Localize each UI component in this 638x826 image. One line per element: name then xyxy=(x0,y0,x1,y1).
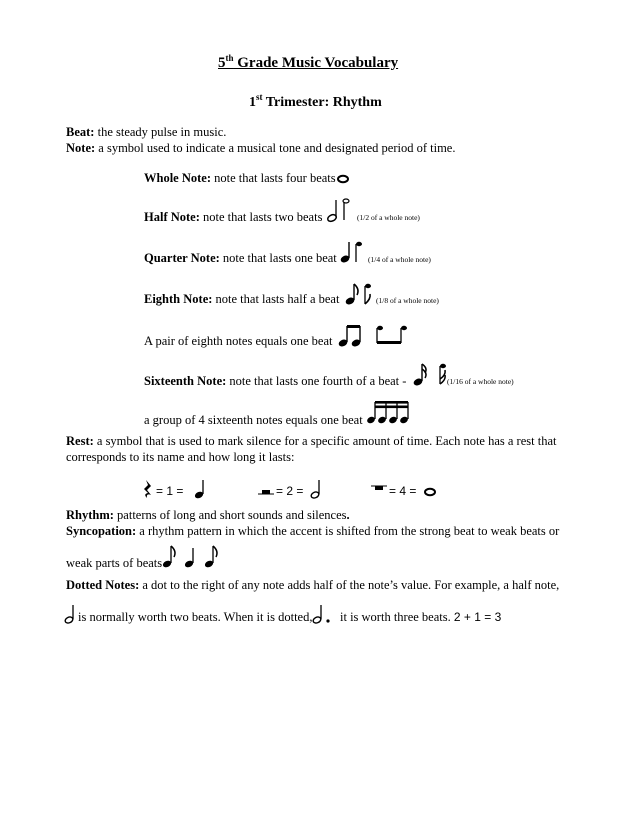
eighth-note-icon xyxy=(344,280,378,310)
dotted-half-note-icon xyxy=(312,603,334,625)
syncopation-definition-line1: Syncopation: a rhythm pattern in which the accent is shifted from the strong beat to weak beats or xyxy=(66,524,560,538)
dotted-notes-definition-line1: Dotted Notes: a dot to the right of any note adds half of the note’s value. For example, a half note, xyxy=(66,578,560,592)
quarter-rest-icon xyxy=(142,478,154,500)
whole-rest-equation: = 4 = xyxy=(389,484,417,498)
sixteenth-group-text: a group of 4 sixteenth notes equals one beat xyxy=(144,413,363,427)
beamed-sixteenth-group-icon xyxy=(366,399,414,427)
half-rest-icon xyxy=(256,484,276,498)
dotted-notes-definition-line2b: it is worth three beats. 2 + 1 = 3 xyxy=(340,610,502,624)
quarter-note-fraction: (1/4 of a whole note) xyxy=(368,255,431,264)
syncopation-definition-line2: weak parts of beats xyxy=(66,556,163,570)
eighth-pair-text: A pair of eighth notes equals one beat xyxy=(144,334,333,348)
rhythm-definition: Rhythm: patterns of long and short sounds and silences. xyxy=(66,508,350,522)
rest-definition-line1: Rest: a symbol that is used to mark silence for a specific amount of time. Each note has a rest that xyxy=(66,434,557,448)
eighth-note-definition: Eighth Note: note that lasts half a beat xyxy=(144,292,340,306)
page-subtitle: 1st Trimester: Rhythm xyxy=(249,92,382,110)
rest-half-note-icon xyxy=(310,478,322,500)
rest-definition-line2: corresponds to its name and how long it lasts: xyxy=(66,450,295,464)
quarter-note-icon xyxy=(338,238,372,268)
page-title: 5th Grade Music Vocabulary xyxy=(218,53,399,71)
half-rest-equation: = 2 = xyxy=(276,484,304,498)
sixteenth-note-fraction: (1/16 of a whole note) xyxy=(447,377,514,386)
whole-rest-icon xyxy=(369,482,389,496)
beat-definition: Beat: the steady pulse in music. xyxy=(66,125,227,139)
quarter-note-definition: Quarter Note: note that lasts one beat xyxy=(144,251,337,265)
quarter-rest-equation: = 1 = xyxy=(156,484,184,498)
whole-note-icon xyxy=(336,170,350,184)
half-note-fraction: (1/2 of a whole note) xyxy=(357,213,420,222)
rest-quarter-note-icon xyxy=(194,478,206,500)
note-definition: Note: a symbol used to indicate a musical tone and designated period of time. xyxy=(66,141,456,155)
sixteenth-note-icon xyxy=(412,360,452,390)
dotted-notes-definition-line2a: is normally worth two beats. When it is dotted, xyxy=(78,610,313,624)
beamed-eighth-pair-icon xyxy=(337,322,411,350)
sixteenth-note-definition: Sixteenth Note: note that lasts one fourth of a beat - xyxy=(144,374,407,388)
whole-note-definition: Whole Note: note that lasts four beats xyxy=(144,171,336,185)
dotted-example-half-note-icon xyxy=(64,603,78,625)
syncopation-rhythm-icon xyxy=(162,543,220,571)
rest-whole-note-icon xyxy=(423,484,437,498)
eighth-note-fraction: (1/8 of a whole note) xyxy=(376,296,439,305)
half-note-definition: Half Note: note that lasts two beats xyxy=(144,210,323,224)
